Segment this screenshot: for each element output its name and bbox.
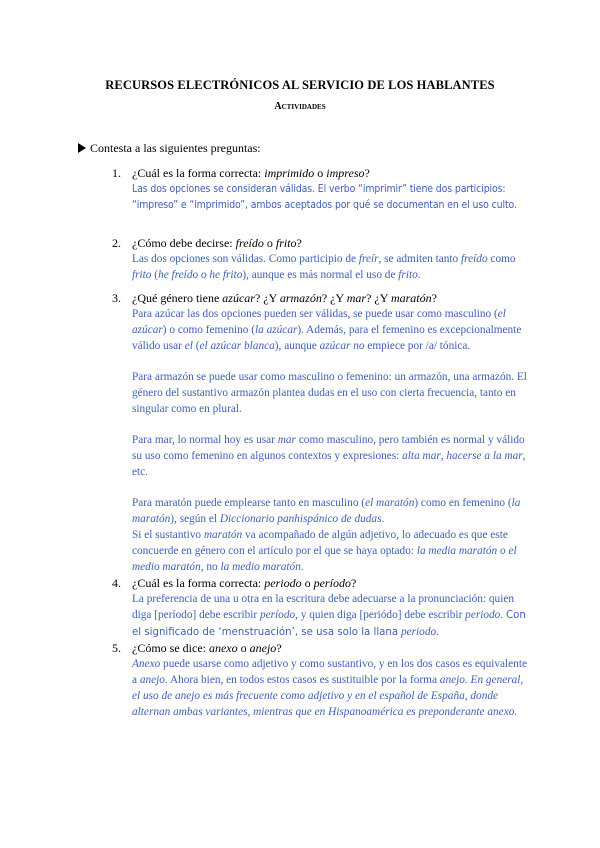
question-number: 2. — [112, 236, 121, 250]
question-number: 1. — [112, 166, 121, 180]
question-4 — [112, 576, 532, 641]
question-text: ¿Cuál es la forma correcta: periodo o período? — [132, 576, 357, 590]
question-number: 5. — [112, 641, 121, 655]
answer-maraton: Para maratón puede emplearse tanto en masculino (el maratón) como en femenino (la maratón), según el Diccionario panhispánico de dudas. Si el sustantivo maratón va acompañado de algún adjetivo, lo adecuado es que este concuerde en género con el artículo por el que se haya optado: la media maratón o el medio maratón, no la medio maratón. — [132, 497, 521, 573]
answer-mar: Para mar, lo normal hoy es usar mar como masculino, pero también es normal y válido su uso como femenino en algunos contextos y expresiones: alta mar, hacerse a la mar, etc. — [132, 434, 526, 478]
page-subtitle: Actividades — [274, 101, 326, 112]
page-title: RECURSOS ELECTRÓNICOS AL SERVICIO DE LOS HABLANTES — [105, 78, 495, 92]
question-number: 3. — [112, 291, 121, 305]
answer-text: Anexo puede usarse como adjetivo y como sustantivo, y en los dos casos es equivalente a anejo. Ahora bien, en todos estos casos es sustituible por la forma anejo. En general, el uso de anejo es más frecuente como adjetivo y en el español de España, donde alternan ambas variantes, mientras que en Hispanoamérica es preponderante anexo. — [132, 658, 527, 718]
answer-armazon: Para armazón se puede usar como masculino o femenino: un armazón, una armazón. El género del sustantivo armazón plantea dudas en el uso con cierta frecuencia, tanto en singular como en plural. — [132, 371, 527, 415]
instruction — [78, 141, 261, 156]
question-3 — [112, 291, 532, 575]
question-text: ¿Cuál es la forma correcta: imprimido o impreso? — [132, 166, 370, 180]
triangle-bullet-icon — [78, 143, 86, 153]
question-text: ¿Cómo se dice: anexo o anejo? — [132, 641, 282, 655]
question-5 — [112, 641, 532, 720]
answer-text: Las dos opciones son válidas. Como participio de freír, se admiten tanto freído como frito (he freído o he frito), aunque es más normal el uso de frito. — [132, 253, 516, 281]
question-1 — [112, 166, 532, 213]
question-text: ¿Qué género tiene azúcar? ¿Y armazón? ¿Y mar? ¿Y maratón? — [132, 291, 437, 305]
instruction-text: Contesta a las siguientes preguntas: — [90, 141, 261, 155]
answer-text: La preferencia de una u otra en la escritura debe adecuarse a la pronunciación: quien diga [período] debe escribir período, y quien diga [periódo] debe escribir periodo. Con el significado de ‘menstruación’, se usa solo la llana periodo. — [132, 593, 526, 638]
question-number: 4. — [112, 576, 121, 590]
answer-text — [132, 306, 532, 575]
question-text: ¿Cómo debe decirse: freído o frito? — [132, 236, 302, 250]
answer-text: Las dos opciones se consideran válidas. El verbo “imprimir” tiene dos participios: “impreso” e “imprimido”, ambos aceptados por qué se documentan en el uso culto. — [132, 183, 517, 211]
answer-azucar: Para azúcar las dos opciones pueden ser válidas, se puede usar como masculino (el azúcar) o como femenino (la azúcar). Además, para el femenino es excepcionalmente válido usar el (el azúcar blanca), aunque azúcar no empiece por /a/ tónica. — [132, 308, 522, 352]
question-2 — [112, 236, 532, 283]
